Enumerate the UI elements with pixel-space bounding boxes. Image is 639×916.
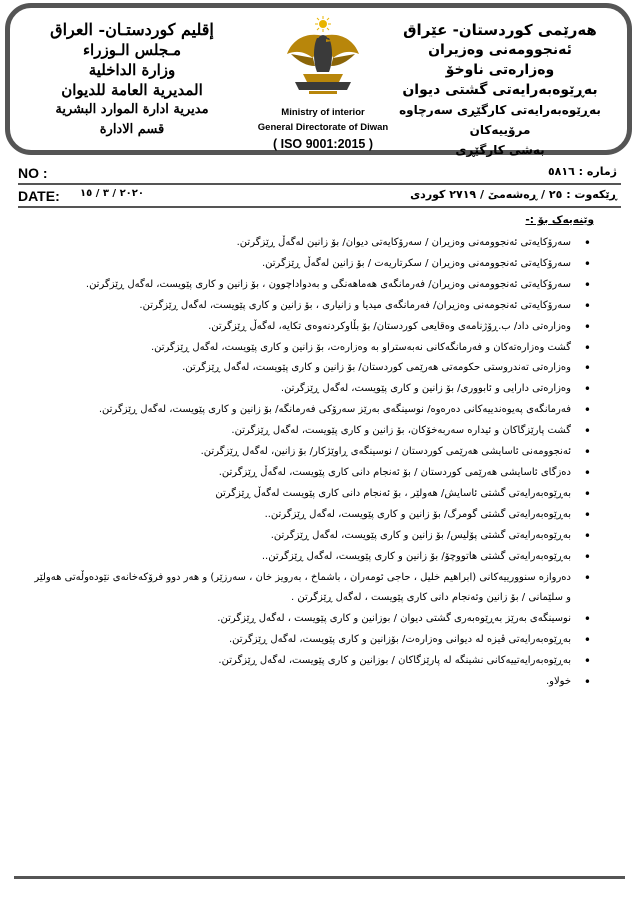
list-item: • وەزارەتی داد/ ب.ڕۆژنامەی وەقایعی کوردستان/ بۆ بڵاوکردنەوەی تکایە، لەگەڵ ڕێزگرتن. [31, 317, 591, 338]
list-item: • بەڕێوەبەرایەتی گشتی ئاسایش/ هەولێر ، بۆ ئەنجام دانی کاری پێویست لەگەڵ ڕێزگرتن [31, 484, 591, 505]
list-item: • سەرۆکایەتی ئەنجوومەنی وەزیران / سەرۆکایەتی دیوان/ بۆ زانین لەگەڵ ڕێزگرتن. [31, 233, 591, 254]
list-item: • وەزارەتی دارایی و ئابووری/ بۆ زانین و کاری پێویست، لەگەل ڕێزگرتن. [31, 379, 591, 400]
kurdish-region-title: هەرێمی کوردستان- عێراق [403, 21, 597, 39]
kurdish-directorate: بەڕێوەبەرایەتی گشتی دیوان [402, 82, 598, 98]
arabic-hr-directorate: مديرية ادارة الموارد البشرية [55, 102, 209, 117]
list-item: • دەزگای ئاسایشی هەرێمی کوردستان / بۆ ئەنجام دانی کاری پێویست، لەگەڵ ڕێزگرتن. [31, 463, 591, 484]
list-item: • ئەنجوومەنی ئاسایشی هەرێمی کوردستان / نوسینگەی ڕاوێژکار/ بۆ زانین، لەگەل ڕێزگرتن. [31, 442, 591, 463]
list-item: • بەڕێوەبەرایەتییەکانی نشینگە لە پارێزگاکان / بوزانین و کاری پێویست، لەگەل ڕێزگرتن. [31, 651, 591, 672]
recipients-list [31, 233, 591, 693]
divider [18, 206, 621, 208]
list-item: • دەروازە سنوورییەکانی (ابراهیم خلیل ، حاجی ئومەران ، باشماخ ، بەرویز خان ، سەرزێر) و هەر دوو فرۆکەخانەی نێودەوڵەتی هەولێر و سلێمانی / بۆ زانین وئەنجام دانی کاری پێویست ، لەگەل ڕێزگرتن . [31, 568, 591, 610]
arabic-directorate: المديرية العامة للديوان [61, 81, 203, 99]
list-item: • سەرۆکایەتی ئەنجوومەنی وەزیران / سکرتاریەت / بۆ زانین لەگەڵ ڕێزگرتن. [31, 254, 591, 275]
sun-icon [315, 16, 331, 32]
arabic-header [32, 20, 232, 140]
list-item: • نوسینگەی بەرێز بەڕێوەبەری گشتی دیوان / بوزانین و کاری پێویست ، لەگەل ڕێزگرتن. [31, 609, 591, 630]
list-item: • بەڕێوەبەرایەتی ڤیزە لە دیوانی وەزارەت/ بۆزانین و کاری پێویست، لەگەل ڕێزگرتن. [31, 630, 591, 651]
letterhead-frame [5, 3, 632, 155]
arabic-ministry: وزارة الداخلية [88, 61, 176, 79]
list-item: • وەزارەتی تەندروستی حکومەتی هەرێمی کوردستان/ بۆ زانین و کاری پێویست، لەگەل ڕێزگرتن. [31, 358, 591, 379]
directorate-en: General Directorate of Diwan [257, 122, 389, 133]
date-value: ٢٠٢٠ / ٣ / ١٥ [80, 188, 144, 199]
divider [18, 183, 621, 185]
kurdistan-emblem-icon [273, 14, 373, 99]
emblem-block [243, 14, 403, 151]
recipients-heading: وێنەیەک بۆ :- [525, 214, 594, 226]
date-row [18, 188, 617, 206]
list-item: • بەڕێوەبەرایەتی گشتی هاتووچۆ/ بۆ زانین و کاری پێویست، لەگەل ڕێزگرتن.. [31, 547, 591, 568]
arabic-admin-section: قسم الادارة [99, 122, 165, 137]
kurdish-admin-section: بەشی کارگێڕی [455, 143, 545, 157]
ministry-en: Ministry of interior [281, 107, 365, 118]
iso-certification: ( ISO 9001:2015 ) [272, 137, 374, 151]
arabic-council: مـجلس الـوزراء [82, 41, 181, 59]
kurdish-council: ئەنجوومەنی وەزیران [428, 42, 572, 58]
reference-number-row [18, 165, 617, 183]
arabic-region-title: إقليم كوردستـان- العراق [50, 20, 214, 39]
kurdish-ministry: وەزارەتی ناوخۆ [445, 62, 555, 78]
kurdish-hr-directorate: بەڕێوەبەرایەتی کارگێڕی سەرچاوە مرۆییەکان [399, 103, 601, 137]
list-item: • گشت پارێزگاکان و ئیدارە سەربەخۆکان، بۆ زانین و کاری پێویست، لەگەل ڕێزگرتن. [31, 421, 591, 442]
list-item: • سەرۆکایەتی ئەنجومەنی وەزیران/ فەرمانگەی میدیا و زانیاری ، بۆ زانین و کاری پێویست، لەگەل ڕێزگرتن. [31, 296, 591, 317]
list-item: • سەرۆکایەتی ئەنجوومەنی وەزیران/ فەرمانگەی هەماهەنگی و بەدواداچوون ، بۆ زانین و کاری پێویست، لەگەل ڕێزگرتن. [31, 275, 591, 296]
kurdish-header [395, 20, 605, 160]
list-item: • فەرمانگەی پەیوەندییەکانی دەرەوە/ نوسینگەی بەرێز سەرۆکی فەرمانگە/ بۆ زانین و کاری پێویست، لەگەل ڕێزگرتن. [31, 400, 591, 421]
date-label: DATE: [18, 188, 60, 204]
list-item: • بەڕێوەبەرایەتی گشتی پۆلیس/ بۆ زانین و کاری پێویست، لەگەل ڕێزگرتن. [31, 526, 591, 547]
list-item: • گشت وەزارەتەکان و فەرمانگەکانی نەبەستراو بە وەزارەت، بۆ زانین و کاری پێویست، لەگەل ڕێزگرتن. [31, 338, 591, 359]
list-item: • خولاو. [31, 672, 591, 693]
no-label: NO : [18, 165, 48, 181]
footer-divider [14, 876, 625, 879]
kurdish-date: ڕێکەوت : ٢٥ / ڕەشەمێ / ٢٧١٩ کوردی [410, 188, 617, 201]
reference-number: ژمارە : ٥٨١٦ [547, 165, 617, 178]
list-item: • بەڕێوەبەرایەتی گشتی گومرگ/ بۆ زانین و کاری پێویست، لەگەل ڕێزگرتن.. [31, 505, 591, 526]
